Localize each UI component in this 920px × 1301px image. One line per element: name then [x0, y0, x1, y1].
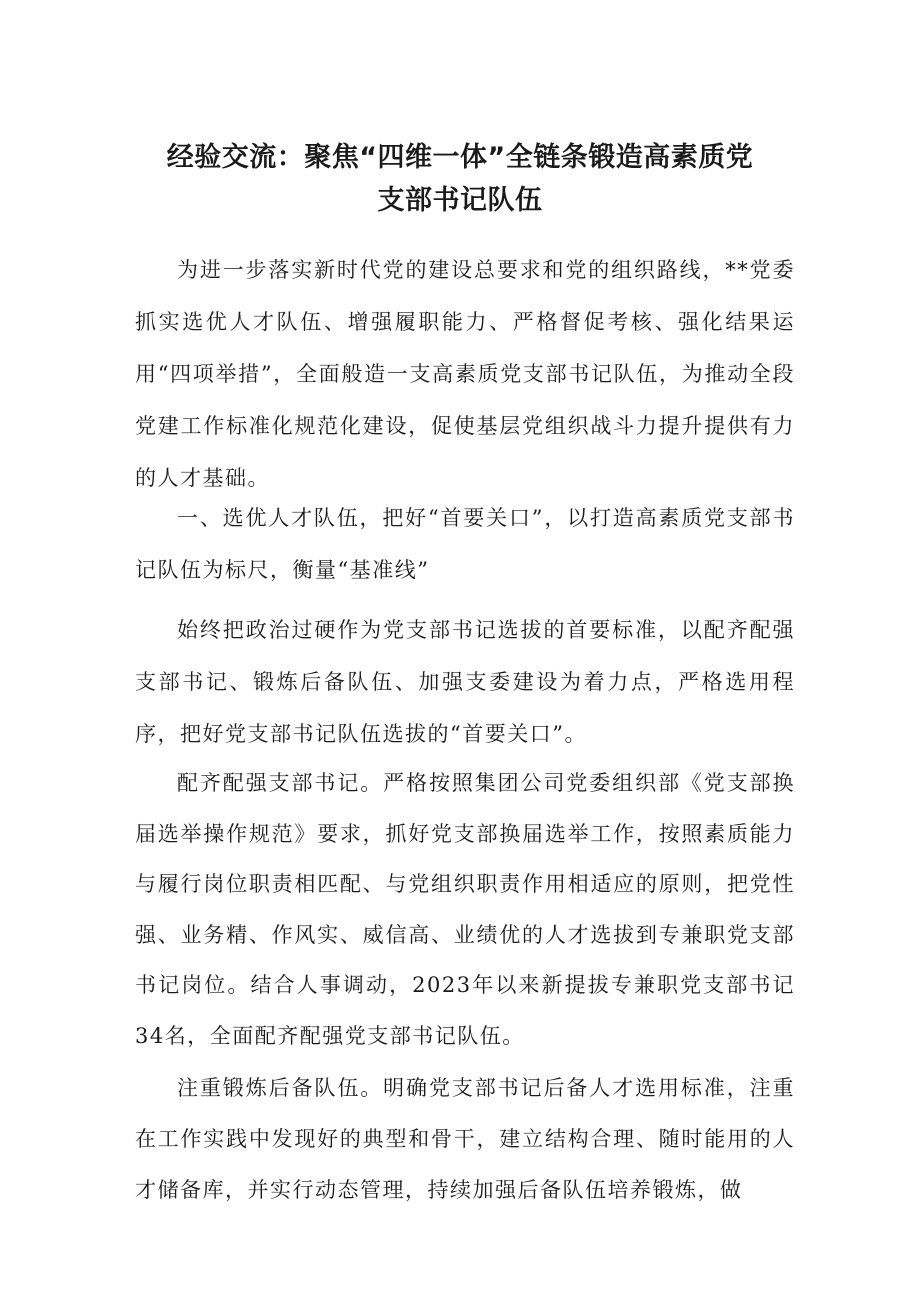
section-heading-1: 一、选优人才队伍，把好“首要关口”，以打造高素质党支部书记队伍为标尺，衡量“基准线”: [135, 506, 795, 582]
paragraph-section-1-summary: 始终把政治过硬作为党支部书记选拔的首要标准，以配齐配强支部书记、锻炼后备队伍、加强支委建设为着力点，严格选用程序，把好党支部书记队伍选拔的“首要关口”。: [135, 618, 795, 746]
paragraph-intro: 为进一步落实新时代党的建设总要求和党的组织路线，**党委抓实选优人才队伍、增强履职能力、严格督促考核、强化结果运用“四项举措”，全面般造一支高素质党支部书记队伍，为推动全段党建工作标准化规范化建设，促使基层党组织战斗力提升提供有力的人才基础。: [135, 258, 795, 490]
paragraph-reserve-team: 注重锻炼后备队伍。明确党支部书记后备人才选用标准，注重在工作实践中发现好的典型和骨干，建立结构合理、随时能用的人才储备库，并实行动态管理，持续加强后备队伍培养锻炼，做: [135, 1076, 795, 1202]
document-title-line-1: 经验交流：聚焦“四维一体”全链条锻造高素质党: [166, 142, 754, 173]
document-title-line-2: 支部书记队伍: [377, 185, 543, 216]
paragraph-secretary-staffing: 配齐配强支部书记。严格按照集团公司党委组织部《党支部换届选举操作规范》要求，抓好党支部换届选举工作，按照素质能力与履行岗位职责相匹配、与党组织职责作用相适应的原则，把党性强、业务精、作风实、威信高、业绩优的人才选拔到专兼职党支部书记岗位。结合人事调动，2023年以来新提拔专兼职党支部书记34名，全面配齐配强党支部书记队伍。: [135, 771, 795, 1048]
